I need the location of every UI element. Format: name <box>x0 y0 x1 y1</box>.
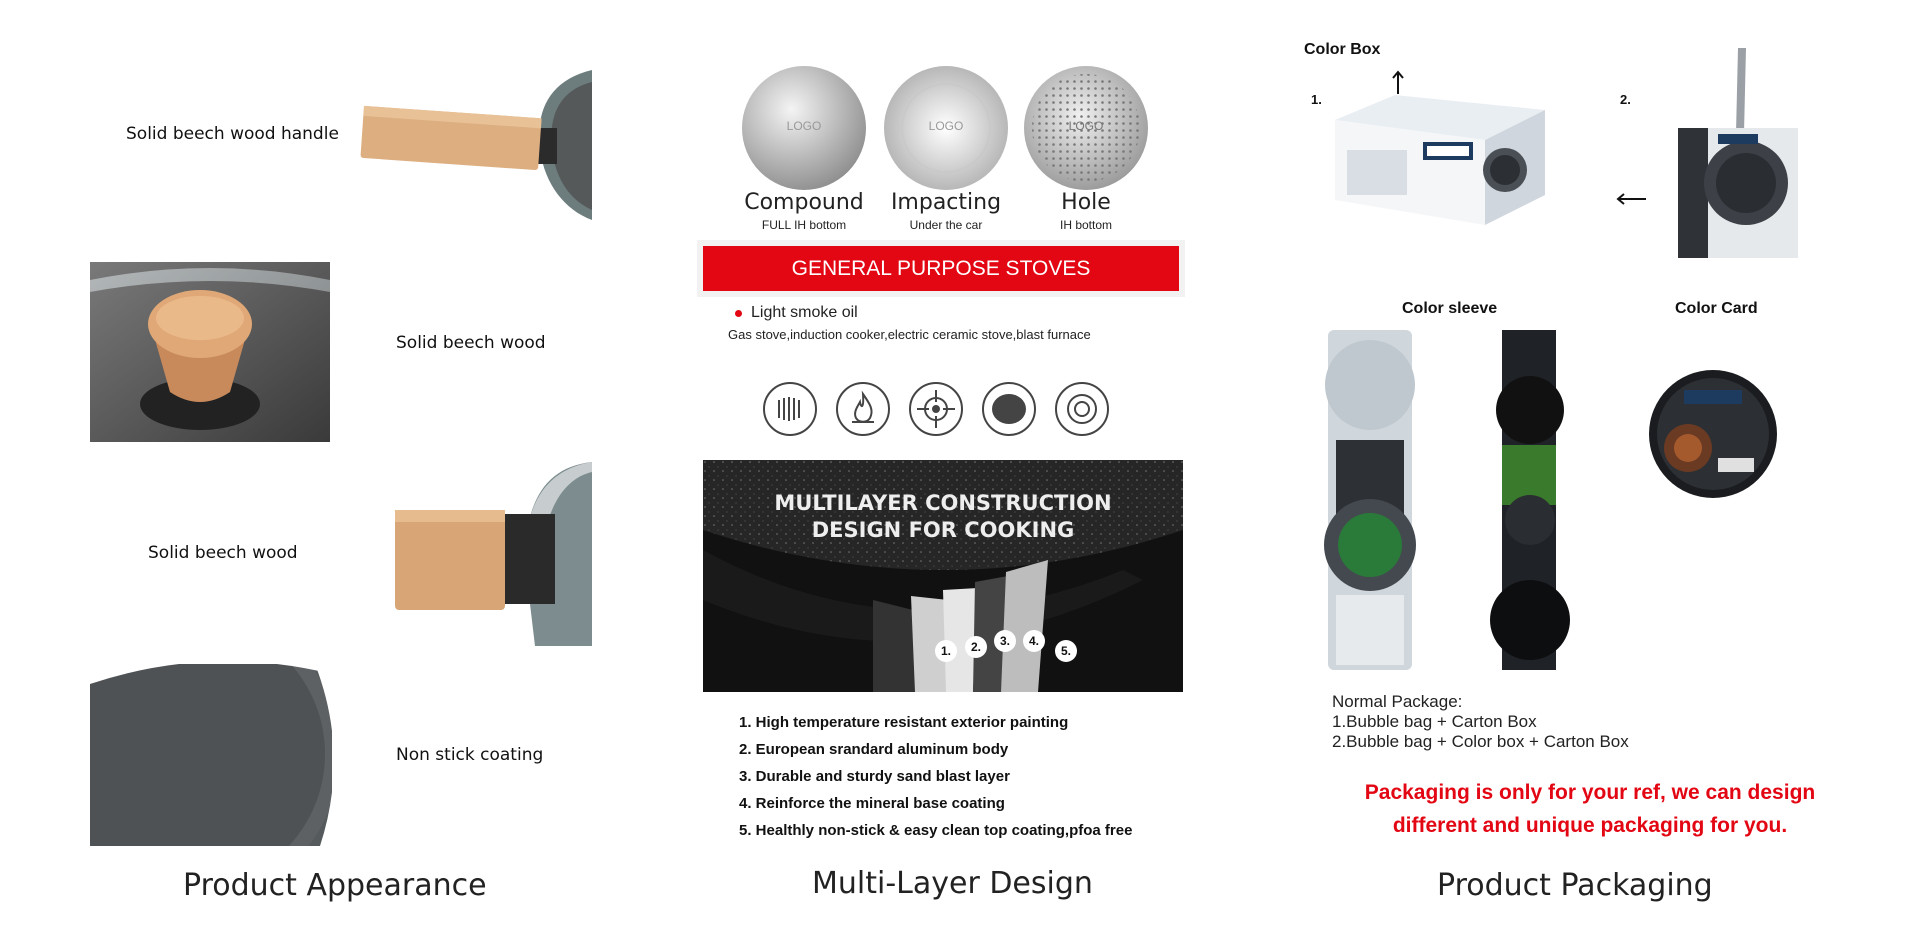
panel-title-line2: DESIGN FOR COOKING <box>811 518 1075 542</box>
feature-item: 2. European srandard aluminum body <box>739 741 1009 758</box>
color-sleeve-black <box>1488 330 1572 675</box>
impacting-sub: Under the car <box>909 218 983 232</box>
ceramic-plate-icon <box>982 382 1036 436</box>
wood-knob-photo <box>90 262 330 442</box>
normal-package-title: Normal Package: <box>1332 692 1463 711</box>
side-handle-photo <box>395 462 592 646</box>
normal-package-option-1: 1.Bubble bag + Carton Box <box>1332 712 1537 731</box>
color-sleeve-title: Color sleeve <box>1402 300 1498 317</box>
wood-handle-photo <box>360 70 592 220</box>
color-card-title: Color Card <box>1675 300 1758 317</box>
compound-sub: FULL IH bottom <box>761 218 847 232</box>
packaging-note-line1: Packaging is only for your ref, we can design <box>1364 781 1816 804</box>
layer-number-badge: 5. <box>1055 640 1077 662</box>
electric-hob-icon <box>1055 382 1109 436</box>
layer-number-badge: 1. <box>935 640 957 662</box>
color-card-image <box>1648 368 1778 505</box>
color-sleeve-box-image <box>1668 48 1803 273</box>
layer-number-badge: 2. <box>965 636 987 658</box>
color-box-image <box>1335 80 1550 230</box>
label-side-handle: Solid beech wood <box>148 543 298 563</box>
panel-title-line1: MULTILAYER CONSTRUCTION <box>774 491 1112 515</box>
left-arrow-icon <box>1616 192 1646 210</box>
feature-item: 5. Healthly non-stick & easy clean top coating,pfoa free <box>739 822 1133 839</box>
caption-appearance: Product Appearance <box>183 868 487 903</box>
packaging-note-line2: different and unique packaging for you. <box>1392 814 1788 837</box>
disc-logo: LOGO <box>928 119 964 133</box>
impacting-bottom-disc <box>882 64 1010 197</box>
disc-logo: LOGO <box>1068 119 1104 133</box>
feature-item: 3. Durable and sturdy sand blast layer <box>739 768 1010 785</box>
normal-package-option-2: 2.Bubble bag + Color box + Carton Box <box>1332 732 1629 751</box>
feature-item: 4. Reinforce the mineral base coating <box>739 795 1005 812</box>
non-stick-pan-photo <box>90 664 332 846</box>
induction-coil-icon <box>763 382 817 436</box>
layer-number-badge: 3. <box>994 630 1016 652</box>
layer-number-badge: 4. <box>1023 630 1045 652</box>
hole-title: Hole <box>1061 190 1111 215</box>
impacting-title: Impacting <box>890 190 1002 215</box>
label-handle: Solid beech wood handle <box>126 124 339 144</box>
general-purpose-stoves-banner: GENERAL PURPOSE STOVES <box>703 246 1179 291</box>
stoves-list: Gas stove,induction cooker,electric ceramic stove,blast furnace <box>728 327 1091 342</box>
package-num-2: 2. <box>1620 92 1631 107</box>
disc-logo: LOGO <box>786 119 822 133</box>
caption-packaging: Product Packaging <box>1437 868 1713 903</box>
feature-item: 1. High temperature resistant exterior painting <box>739 714 1069 731</box>
compound-bottom-disc <box>740 64 868 197</box>
color-box-title: Color Box <box>1304 41 1381 58</box>
hole-sub: IH bottom <box>1059 218 1113 232</box>
smoke-note: Light smoke oil <box>751 304 858 321</box>
hole-bottom-disc <box>1022 64 1150 197</box>
compound-title: Compound <box>744 190 864 215</box>
label-knob: Solid beech wood <box>396 333 546 353</box>
multilayer-cross-section <box>703 460 1183 692</box>
caption-multilayer: Multi-Layer Design <box>812 866 1093 901</box>
red-bullet-icon <box>735 310 742 317</box>
package-num-1: 1. <box>1311 92 1322 107</box>
gas-burner-icon <box>909 382 963 436</box>
gas-flame-icon <box>836 382 890 436</box>
label-coating: Non stick coating <box>396 745 544 765</box>
color-sleeve-grey <box>1322 330 1418 675</box>
